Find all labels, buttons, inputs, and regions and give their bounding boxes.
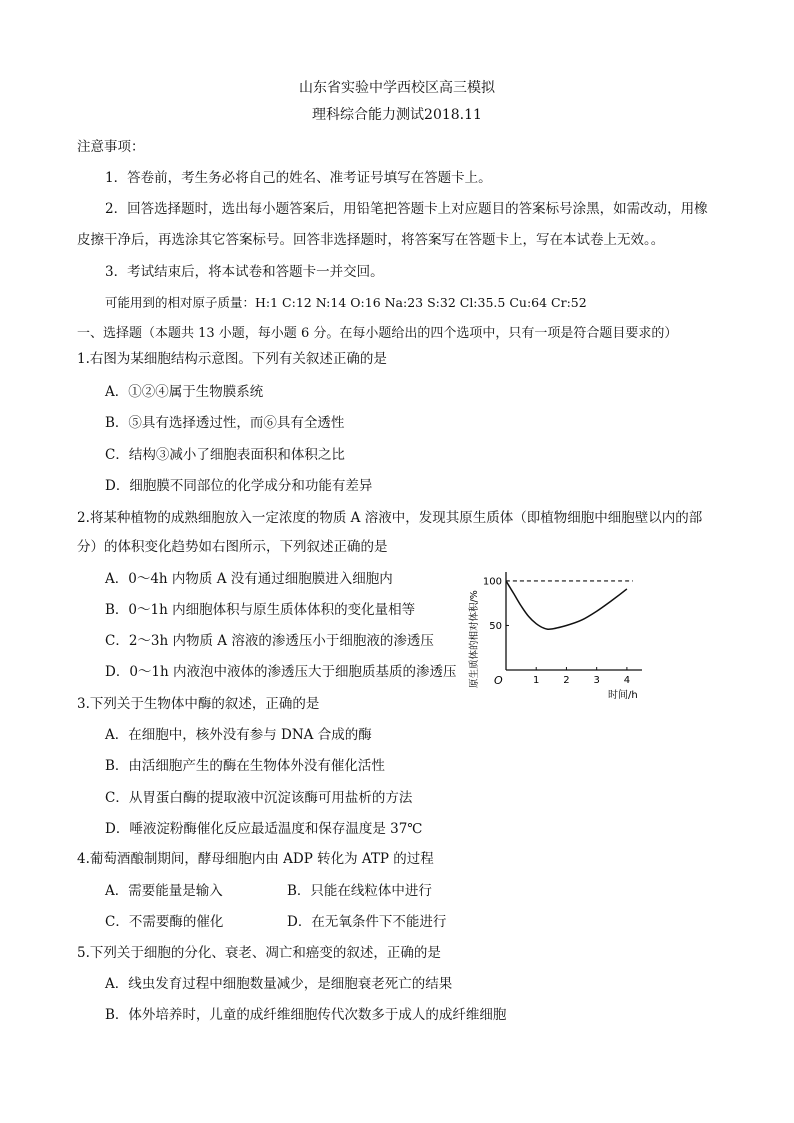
q4-option-b: B．只能在线粒体中进行 <box>287 883 432 899</box>
q4-stem: 4.葡萄酒酿制期间，酵母细胞内由 ADP 转化为 ATP 的过程 <box>77 851 434 867</box>
q3-stem: 3.下列关于生物体中酶的叙述，正确的是 <box>77 696 320 712</box>
q4-option-a: A．需要能量是输入 <box>105 883 223 899</box>
q2-option-c: C．2～3h 内物质 A 溶液的渗透压小于细胞液的渗透压 <box>105 633 434 649</box>
q1-option-d: D．细胞膜不同部位的化学成分和功能有差异 <box>105 478 373 494</box>
q1-option-a: A．①②④属于生物膜系统 <box>105 384 264 400</box>
notes-heading: 注意事项： <box>77 139 145 155</box>
atomic-masses: 可能用到的相对原子质量：H:1 C:12 N:14 O:16 Na:23 S:32 Cl:35.5 Cu:64 Cr:52 <box>105 295 587 310</box>
volume-chart <box>460 562 650 708</box>
q3-option-a: A．在细胞中，核外没有参与 DNA 合成的酶 <box>105 727 372 743</box>
note-3: 3．考试结束后，将本试卷和答题卡一并交回。 <box>105 264 384 280</box>
y-tick-label: 100 <box>482 576 502 588</box>
q2-stem-line-2: 分）的体积变化趋势如右图所示，下列叙述正确的是 <box>77 539 388 555</box>
chart-axes <box>506 572 642 670</box>
q1-stem: 1.右图为某细胞结构示意图。下列有关叙述正确的是 <box>77 351 387 367</box>
q1-option-b: B．⑤具有选择透过性，而⑥具有全透性 <box>105 415 345 431</box>
q3-option-d: D．唾液淀粉酶催化反应最适温度和保存温度是 37℃ <box>105 821 423 837</box>
volume-curve <box>506 581 627 629</box>
q5-stem: 5.下列关于细胞的分化、衰老、凋亡和癌变的叙述，正确的是 <box>77 945 441 961</box>
note-2-line-1: 2．回答选择题时，选出每小题答案后，用铅笔把答题卡上对应题目的答案标号涂黑，如需改动，用橡 <box>105 201 708 217</box>
q2-option-b: B．0～1h 内细胞体积与原生质体体积的变化量相等 <box>105 602 416 618</box>
q4-option-c: C．不需要酶的催化 <box>105 914 224 930</box>
q3-option-c: C．从胃蛋白酶的提取液中沉淀该酶可用盐析的方法 <box>105 790 413 806</box>
q5-option-a: A．线虫发育过程中细胞数量减少，是细胞衰老死亡的结果 <box>105 976 453 992</box>
q3-option-b: B．由活细胞产生的酶在生物体外没有催化活性 <box>105 758 385 774</box>
x-tick-label: 1 <box>533 675 540 686</box>
q2-stem-line-1: 2.将某种植物的成熟细胞放入一定浓度的物质 A 溶液中，发现其原生质体（即植物细胞中细胞壁以内的部 <box>77 510 703 526</box>
q2-option-a: A．0～4h 内物质 A 没有通过细胞膜进入细胞内 <box>105 571 393 587</box>
note-1: 1．答卷前，考生务必将自己的姓名、准考证号填写在答题卡上。 <box>105 170 492 186</box>
note-2-line-2: 皮擦干净后，再选涂其它答案标号。回答非选择题时，将答案写在答题卡上，写在本试卷上无效。。 <box>77 232 665 248</box>
y-axis-label: 原生质体的相对体积/% <box>469 590 480 688</box>
section-heading: 一、选择题（本题共 13 小题，每小题 6 分。在每小题给出的四个选项中，只有一项是符合题目要求的） <box>77 326 678 341</box>
x-tick-label: 3 <box>593 675 600 686</box>
origin-label: O <box>494 674 503 687</box>
q5-option-b: B．体外培养时，儿童的成纤维细胞传代次数多于成人的成纤维细胞 <box>105 1007 507 1023</box>
q1-option-c: C．结构③减小了细胞表面积和体积之比 <box>105 447 345 463</box>
x-axis-label: 时间/h <box>608 690 638 701</box>
page-subtitle: 理科综合能力测试2018.11 <box>312 107 482 123</box>
q2-option-d: D．0～1h 内液泡中液体的渗透压大于细胞质基质的渗透压 <box>105 664 457 680</box>
q4-option-d: D．在无氧条件下不能进行 <box>287 914 447 930</box>
y-tick-label: 50 <box>489 620 502 632</box>
x-tick-label: 2 <box>563 675 570 686</box>
page-title: 山东省实验中学西校区高三模拟 <box>299 80 495 96</box>
x-tick-label: 4 <box>623 675 631 686</box>
